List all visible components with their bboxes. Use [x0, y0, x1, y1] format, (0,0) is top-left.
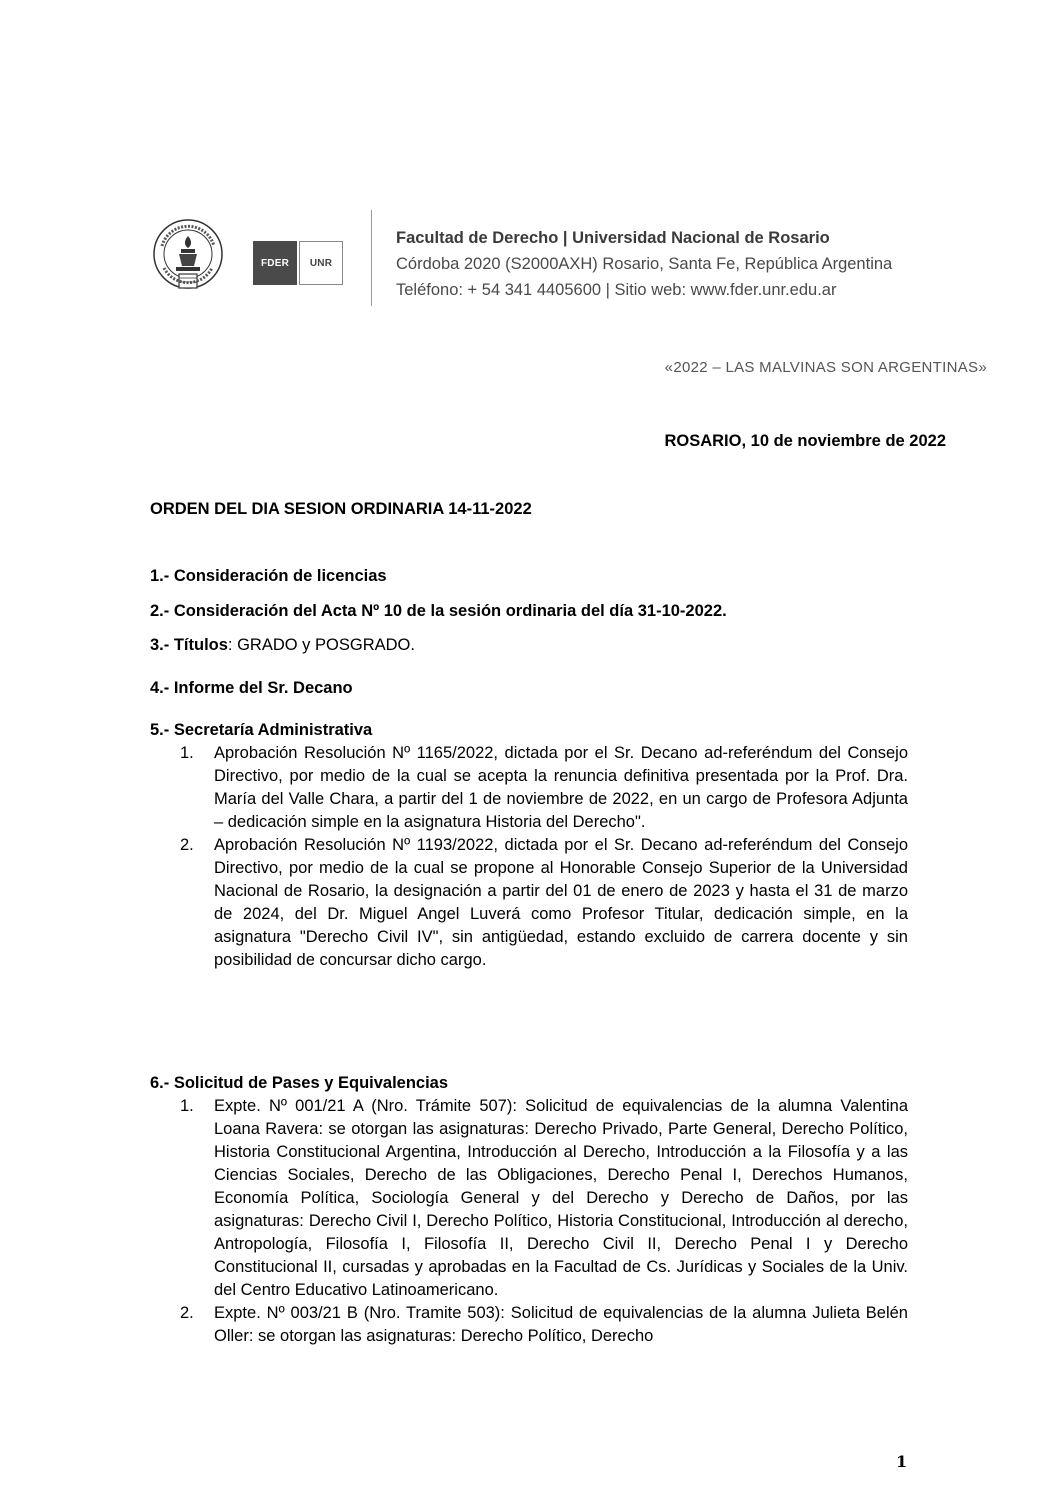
unr-logo: [299, 241, 343, 285]
page-number: 1: [896, 1452, 908, 1471]
agenda-item-3-heading: 3.- Títulos: [150, 636, 228, 654]
agenda-item-4: [150, 677, 353, 700]
agenda-item-6-list: [180, 1095, 908, 1348]
list-item-text: Aprobación Resolución Nº 1165/2022, dictada por el Sr. Decano ad-referéndum del Consejo Directivo, por medio de la cual se acepta la renuncia definitiva presentada por la Prof. Dra. María del Valle Chara, a partir del 1 de noviembre de 2022, en un cargo de Profesora Adjunta – dedicación simple en la asignatura Historia del Derecho".: [214, 744, 908, 831]
fder-logo: [253, 241, 297, 285]
list-item: [180, 834, 908, 972]
agenda-item-5: [150, 719, 372, 742]
agenda-item-1-heading: 1.- Consideración de licencias: [150, 567, 387, 585]
letterhead: [150, 208, 930, 308]
agenda-item-5-heading: 5.- Secretaría Administrativa: [150, 721, 373, 739]
list-item-number: 1.: [180, 744, 194, 762]
list-item: [180, 1302, 908, 1348]
list-item-text: Expte. Nº 003/21 B (Nro. Tramite 503): Solicitud de equivalencias de la alumna Julieta Belén Oller: se otorgan las asignaturas: Derecho Político, Derecho: [214, 1304, 908, 1345]
agenda-item-3-text: : GRADO y POSGRADO.: [227, 636, 415, 654]
university-seal-icon: [152, 216, 224, 298]
list-item: [180, 1095, 908, 1302]
agenda-item-3: [150, 634, 415, 657]
list-item-number: 2.: [180, 836, 194, 854]
unr-logo-text: UNR: [309, 257, 333, 269]
agenda-item-6-heading: 6.- Solicitud de Pases y Equivalencias: [150, 1074, 449, 1092]
list-item-number: 2.: [180, 1304, 194, 1322]
document-title: ORDEN DEL DIA SESION ORDINARIA 14-11-2022: [150, 500, 532, 518]
letterhead-text: [396, 225, 892, 303]
faculty-address: Córdoba 2020 (S2000AXH) Rosario, Santa Fe, República Argentina: [396, 255, 893, 273]
agenda-item-4-heading: 4.- Informe del Sr. Decano: [150, 679, 353, 697]
fder-logo-text: FDER: [260, 257, 290, 269]
list-item: [180, 742, 908, 834]
agenda-item-5-list: [180, 742, 908, 972]
faculty-contact: Teléfono: + 54 341 4405600 | Sitio web: www.fder.unr.edu.ar: [396, 281, 837, 299]
list-item-number: 1.: [180, 1097, 194, 1115]
agenda-item-6: [150, 1072, 448, 1095]
agenda-item-1: [150, 565, 387, 588]
agenda-item-2: [150, 600, 727, 623]
motto: «2022 – LAS MALVINAS SON ARGENTINAS»: [664, 359, 987, 376]
list-item-text: Expte. Nº 001/21 A (Nro. Trámite 507): Solicitud de equivalencias de la alumna Valentina Loana Ravera: se otorgan las asignaturas: Derecho Privado, Parte General, Derecho Político, Historia Constitucional Argentina, Introducción al Derecho, Introducción a la Filosofía y a las Ciencias Sociales, Derecho de las Obligaciones, Derecho Penal I, Derechos Humanos, Economía Política, Sociología General y del Derecho y Derecho de Daños, por las asignaturas: Derecho Civil I, Derecho Político, Historia Constitucional, Introducción al derecho, Antropología, Filosofía I, Filosofía II, Derecho Civil II, Derecho Penal I y Derecho Constitucional II, cursadas y aprobadas en la Facultad de Cs. Jurídicas y Sociales de la Univ. del Centro Educativo Latinoamericano.: [214, 1097, 908, 1299]
letterhead-divider: [371, 210, 372, 306]
document-date: ROSARIO, 10 de noviembre de 2022: [664, 432, 946, 450]
faculty-name: Facultad de Derecho | Universidad Nacional de Rosario: [396, 229, 830, 247]
list-item-text: Aprobación Resolución Nº 1193/2022, dictada por el Sr. Decano ad-referéndum del Consejo Directivo, por medio de la cual se propone al Honorable Consejo Superior de la Universidad Nacional de Rosario, la designación a partir del 01 de enero de 2023 y hasta el 31 de marzo de 2024, del Dr. Miguel Angel Luverá como Profesor Titular, dedicación simple, en la asignatura "Derecho Civil IV", sin antigüedad, estando excluido de carrera docente y sin posibilidad de concursar dicho cargo.: [214, 836, 908, 969]
agenda-item-2-heading: 2.- Consideración del Acta Nº 10 de la sesión ordinaria del día 31-10-2022.: [150, 602, 727, 620]
